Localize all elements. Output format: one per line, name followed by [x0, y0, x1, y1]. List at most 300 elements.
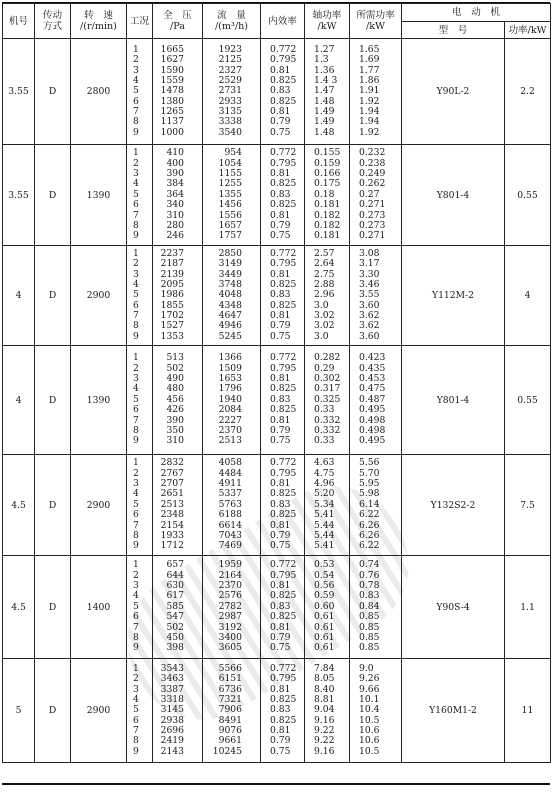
flow-list-value: 3135 — [218, 106, 242, 118]
required-power-list-value: 0.435 — [359, 362, 386, 374]
efficiency-list — [261, 346, 305, 455]
case-list — [127, 455, 153, 556]
pressure-list-value: 400 — [166, 157, 184, 169]
speed-cell: 2900 — [71, 246, 127, 346]
flow-list-value: 3400 — [218, 631, 242, 643]
case-list — [127, 246, 153, 346]
pressure-list-value: 585 — [166, 600, 184, 612]
required-power-list-value: 3.17 — [359, 258, 380, 270]
efficiency-list-value: 0.81 — [270, 683, 291, 695]
flow-list-value: 7043 — [218, 529, 242, 541]
efficiency-list — [261, 659, 305, 763]
shaft-power-list-value: 3.02 — [314, 310, 335, 322]
shaft-power-list — [305, 246, 350, 346]
required-power-list-value: 0.498 — [359, 424, 386, 436]
required-power-list-value: 10.4 — [359, 704, 380, 716]
pressure-list-value: 1933 — [160, 529, 184, 541]
required-power-list-value: 0.273 — [359, 209, 386, 221]
pressure-list-value: 644 — [166, 569, 184, 581]
case-list-value: 1 — [133, 43, 139, 55]
efficiency-list-value: 0.79 — [270, 116, 291, 128]
pressure-list-value: 310 — [166, 435, 184, 447]
pressure-list-value: 2707 — [160, 478, 184, 490]
case-list-value: 2 — [133, 54, 139, 66]
motor-type-cell: Y132S2-2 — [402, 455, 505, 556]
efficiency-list-value: 0.825 — [270, 178, 297, 190]
shaft-power-list-value: 1.27 — [314, 43, 335, 55]
efficiency-list-value: 0.825 — [270, 383, 297, 395]
shaft-power-list-value: 1.49 — [314, 116, 335, 128]
shaft-power-list-value: 1.48 — [314, 95, 335, 107]
header-drive: 传动 方式 — [35, 4, 71, 39]
pressure-list-value: 513 — [166, 352, 184, 364]
efficiency-list-value: 0.825 — [270, 611, 297, 623]
pressure-list-value: 1702 — [160, 310, 184, 322]
flow-list-value: 7321 — [218, 693, 242, 705]
required-power-list — [350, 556, 402, 659]
case-list — [127, 346, 153, 455]
flow-list-value: 1509 — [218, 362, 242, 374]
shaft-power-list-value: 5.41 — [314, 540, 335, 552]
shaft-power-list-value: 0.60 — [314, 600, 335, 612]
shaft-power-list-value: 8.81 — [314, 693, 335, 705]
shaft-power-list-value: 9.16 — [314, 745, 335, 757]
shaft-power-list-value: 0.61 — [314, 642, 335, 654]
shaft-power-list-value: 0.332 — [314, 424, 341, 436]
case-list-value: 5 — [133, 600, 139, 612]
required-power-list-value: 0.232 — [359, 147, 386, 159]
motor-type-cell: Y90S-4 — [402, 556, 505, 659]
required-power-list-value: 1.86 — [359, 74, 380, 86]
flow-list — [203, 246, 261, 346]
efficiency-list-value: 0.772 — [270, 457, 297, 469]
flow-list — [203, 659, 261, 763]
shaft-power-list-value: 0.33 — [314, 404, 335, 416]
efficiency-list-value: 0.772 — [270, 247, 297, 259]
header-flow: 流 量 /(m³/h) — [203, 4, 261, 39]
shaft-power-list-value: 4.96 — [314, 478, 335, 490]
flow-list-value: 5337 — [218, 488, 242, 500]
efficiency-list-value: 0.81 — [270, 519, 291, 531]
motor-type-cell: Y90L-2 — [402, 39, 505, 145]
flow-list — [203, 39, 261, 145]
flow-list-value: 4946 — [218, 320, 242, 332]
shaft-power-list-value: 3.0 — [314, 299, 329, 311]
required-power-list-value: 10.6 — [359, 725, 380, 737]
shaft-power-list-value: 1.4 3 — [314, 74, 338, 86]
efficiency-list-value: 0.795 — [270, 157, 297, 169]
shaft-power-list-value: 2.96 — [314, 289, 335, 301]
motor-power-cell: 4 — [505, 246, 551, 346]
shaft-power-list-value: 0.282 — [314, 352, 341, 364]
shaft-power-list-value: 9.22 — [314, 735, 335, 747]
shaft-power-list-value: 2.64 — [314, 258, 335, 270]
pressure-list-value: 1627 — [160, 54, 184, 66]
shaft-power-list-value: 2.88 — [314, 278, 335, 290]
shaft-power-list-value: 1.47 — [314, 85, 335, 97]
required-power-list-value: 1.94 — [359, 106, 380, 118]
flow-list-value: 954 — [224, 147, 242, 159]
efficiency-list-value: 0.75 — [270, 745, 291, 757]
shaft-power-list-value: 0.325 — [314, 393, 341, 405]
required-power-list-value: 1.92 — [359, 126, 380, 138]
header-shaft-power: 轴功率 /kW — [305, 4, 350, 39]
flow-list-value: 4911 — [218, 478, 242, 490]
efficiency-list-value: 0.795 — [270, 362, 297, 374]
efficiency-list-value: 0.795 — [270, 569, 297, 581]
shaft-power-list-value: 0.181 — [314, 230, 341, 242]
required-power-list-value: 9.66 — [359, 683, 380, 695]
model-cell: 4.5 — [3, 455, 35, 556]
speed-cell: 1390 — [71, 145, 127, 246]
shaft-power-list-value: 4.63 — [314, 457, 335, 469]
flow-list-value: 4348 — [218, 299, 242, 311]
header-required-power: 所需功率 /kW — [350, 4, 402, 39]
pressure-list-value: 384 — [166, 178, 184, 190]
pressure-list-value: 350 — [166, 424, 184, 436]
required-power-list-value: 3.55 — [359, 289, 380, 301]
required-power-list-value: 0.85 — [359, 621, 380, 633]
efficiency-list-value: 0.825 — [270, 693, 297, 705]
efficiency-list-value: 0.772 — [270, 662, 297, 674]
efficiency-list-value: 0.795 — [270, 467, 297, 479]
shaft-power-list-value: 0.332 — [314, 414, 341, 426]
efficiency-list-value: 0.81 — [270, 209, 291, 221]
required-power-list-value: 6.22 — [359, 509, 380, 521]
header-pressure: 全 压 /Pa — [153, 4, 203, 39]
flow-list-value: 3149 — [218, 258, 242, 270]
efficiency-list-value: 0.83 — [270, 704, 291, 716]
pressure-list-value: 3543 — [160, 662, 184, 674]
pressure-list-value: 340 — [166, 199, 184, 211]
case-list-value: 7 — [133, 519, 139, 531]
pressure-list-value: 2237 — [160, 247, 184, 259]
required-power-list-value: 3.46 — [359, 278, 380, 290]
pressure-list-value: 1380 — [160, 95, 184, 107]
required-power-list-value: 5.95 — [359, 478, 380, 490]
required-power-list-value: 9.0 — [359, 662, 374, 674]
flow-list — [203, 556, 261, 659]
pressure-list-value: 502 — [166, 621, 184, 633]
shaft-power-list-value: 0.53 — [314, 559, 335, 571]
case-list-value: 6 — [133, 95, 139, 107]
shaft-power-list-value: 4.75 — [314, 467, 335, 479]
case-list — [127, 39, 153, 145]
case-list-value: 8 — [133, 116, 139, 128]
case-list-value: 1 — [133, 147, 139, 159]
case-list-value: 4 — [133, 590, 139, 602]
flow-list-value: 2370 — [218, 580, 242, 592]
shaft-power-list-value: 5.41 — [314, 509, 335, 521]
pressure-list-value: 2767 — [160, 467, 184, 479]
case-list-value: 7 — [133, 310, 139, 322]
efficiency-list-value: 0.772 — [270, 352, 297, 364]
required-power-list-value: 0.83 — [359, 590, 380, 602]
case-list-value: 8 — [133, 219, 139, 231]
efficiency-list-value: 0.795 — [270, 54, 297, 66]
pressure-list-value: 426 — [166, 404, 184, 416]
shaft-power-list-value: 5.44 — [314, 519, 335, 531]
flow-list-value: 3192 — [218, 621, 242, 633]
pressure-list-value: 3463 — [160, 673, 184, 685]
case-list-value: 4 — [133, 488, 139, 500]
pressure-list-value: 502 — [166, 362, 184, 374]
flow-list-value: 3449 — [218, 268, 242, 280]
shaft-power-list — [305, 39, 350, 145]
required-power-list-value: 3.60 — [359, 299, 380, 311]
flow-list-value: 2327 — [218, 64, 242, 76]
case-list-value: 6 — [133, 509, 139, 521]
pressure-list-value: 1712 — [160, 540, 184, 552]
case-list-value: 7 — [133, 209, 139, 221]
flow-list-value: 10245 — [212, 745, 242, 757]
speed-cell: 1400 — [71, 556, 127, 659]
flow-list-value: 5763 — [218, 498, 242, 510]
shaft-power-list-value: 0.33 — [314, 435, 335, 447]
speed-cell: 1390 — [71, 346, 127, 455]
motor-type-cell: Y801-4 — [402, 346, 505, 455]
pressure-list-value: 2095 — [160, 278, 184, 290]
case-list-value: 3 — [133, 64, 139, 76]
pressure-list-value: 456 — [166, 393, 184, 405]
flow-list-value: 2370 — [218, 424, 242, 436]
pressure-list-value: 1665 — [160, 43, 184, 55]
required-power-list-value: 3.62 — [359, 320, 380, 332]
flow-list-value: 9076 — [218, 725, 242, 737]
pressure-list-value: 390 — [166, 168, 184, 180]
shaft-power-list-value: 8.05 — [314, 673, 335, 685]
case-list-value: 7 — [133, 106, 139, 118]
pressure-list-value: 1559 — [160, 74, 184, 86]
shaft-power-list-value: 9.16 — [314, 714, 335, 726]
fan-performance-table — [2, 3, 551, 763]
case-list-value: 8 — [133, 529, 139, 541]
pressure-list-value: 1478 — [160, 85, 184, 97]
case-list-value: 2 — [133, 362, 139, 374]
pressure-list-value: 3318 — [160, 693, 184, 705]
efficiency-list-value: 0.81 — [270, 373, 291, 385]
efficiency-list-value: 0.83 — [270, 289, 291, 301]
pressure-list-value: 547 — [166, 611, 184, 623]
efficiency-list-value: 0.81 — [270, 268, 291, 280]
flow-list-value: 4484 — [218, 467, 242, 479]
efficiency-list-value: 0.79 — [270, 219, 291, 231]
case-list — [127, 145, 153, 246]
pressure-list-value: 450 — [166, 631, 184, 643]
required-power-list-value: 6.14 — [359, 498, 380, 510]
pressure-list-value: 410 — [166, 147, 184, 159]
shaft-power-list — [305, 145, 350, 246]
flow-list-value: 2125 — [218, 54, 242, 66]
required-power-list-value: 3.08 — [359, 247, 380, 259]
pressure-list-value: 2513 — [160, 498, 184, 510]
efficiency-list — [261, 556, 305, 659]
efficiency-list-value: 0.81 — [270, 725, 291, 737]
case-list-value: 5 — [133, 188, 139, 200]
efficiency-list-value: 0.772 — [270, 559, 297, 571]
case-list-value: 1 — [133, 559, 139, 571]
flow-list-value: 1456 — [218, 199, 242, 211]
case-list-value: 6 — [133, 611, 139, 623]
required-power-list-value: 5.70 — [359, 467, 380, 479]
required-power-list-value: 1.94 — [359, 116, 380, 128]
model-cell: 3.55 — [3, 39, 35, 145]
required-power-list-value: 10.1 — [359, 693, 380, 705]
shaft-power-list-value: 0.166 — [314, 168, 341, 180]
speed-cell: 2900 — [71, 659, 127, 763]
case-list-value: 3 — [133, 168, 139, 180]
efficiency-list-value: 0.825 — [270, 74, 297, 86]
required-power-list-value: 0.85 — [359, 631, 380, 643]
pressure-list — [153, 246, 203, 346]
model-cell: 5 — [3, 659, 35, 763]
flow-list — [203, 455, 261, 556]
shaft-power-list-value: 2.57 — [314, 247, 335, 259]
header-case: 工况 — [127, 4, 153, 39]
required-power-list-value: 9.26 — [359, 673, 380, 685]
shaft-power-list-value: 3.02 — [314, 320, 335, 332]
table-row — [3, 556, 551, 659]
case-list-value: 2 — [133, 467, 139, 479]
shaft-power-list-value: 5.20 — [314, 488, 335, 500]
pressure-list-value: 617 — [166, 590, 184, 602]
case-list-value: 1 — [133, 457, 139, 469]
case-list-value: 3 — [133, 580, 139, 592]
required-power-list-value: 0.423 — [359, 352, 386, 364]
required-power-list — [350, 246, 402, 346]
efficiency-list-value: 0.81 — [270, 414, 291, 426]
flow-list-value: 2084 — [218, 404, 242, 416]
shaft-power-list-value: 0.18 — [314, 188, 335, 200]
efficiency-list-value: 0.81 — [270, 168, 291, 180]
required-power-list-value: 0.498 — [359, 414, 386, 426]
required-power-list — [350, 455, 402, 556]
required-power-list-value: 0.495 — [359, 404, 386, 416]
case-list-value: 6 — [133, 199, 139, 211]
case-list-value: 2 — [133, 157, 139, 169]
case-list-value: 4 — [133, 74, 139, 86]
efficiency-list-value: 0.825 — [270, 278, 297, 290]
flow-list-value: 1959 — [218, 559, 242, 571]
pressure-list-value: 1855 — [160, 299, 184, 311]
shaft-power-list-value: 0.182 — [314, 209, 341, 221]
efficiency-list-value: 0.825 — [270, 299, 297, 311]
case-list-value: 9 — [133, 330, 139, 342]
efficiency-list-value: 0.75 — [270, 435, 291, 447]
required-power-list-value: 3.60 — [359, 330, 380, 342]
header-model: 机号 — [3, 4, 35, 39]
motor-type-cell: Y160M1-2 — [402, 659, 505, 763]
drive-cell: D — [35, 659, 71, 763]
speed-cell: 2900 — [71, 455, 127, 556]
header-motor: 电 动 机 — [402, 4, 551, 22]
shaft-power-list-value: 8.40 — [314, 683, 335, 695]
case-list-value: 4 — [133, 693, 139, 705]
required-power-list-value: 1.77 — [359, 64, 380, 76]
case-list-value: 7 — [133, 414, 139, 426]
efficiency-list-value: 0.79 — [270, 735, 291, 747]
shaft-power-list-value: 0.61 — [314, 631, 335, 643]
efficiency-list-value: 0.83 — [270, 498, 291, 510]
pressure-list — [153, 145, 203, 246]
flow-list-value: 4048 — [218, 289, 242, 301]
case-list-value: 6 — [133, 404, 139, 416]
efficiency-list-value: 0.825 — [270, 488, 297, 500]
efficiency-list-value: 0.825 — [270, 714, 297, 726]
efficiency-list-value: 0.795 — [270, 258, 297, 270]
table-row — [3, 346, 551, 455]
motor-power-cell: 11 — [505, 659, 551, 763]
pressure-list-value: 246 — [166, 230, 184, 242]
required-power-list-value: 0.85 — [359, 642, 380, 654]
efficiency-list — [261, 39, 305, 145]
pressure-list-value: 3145 — [160, 704, 184, 716]
case-list-value: 2 — [133, 258, 139, 270]
flow-list-value: 3540 — [218, 126, 242, 138]
required-power-list-value: 0.262 — [359, 178, 386, 190]
shaft-power-list-value: 1.49 — [314, 106, 335, 118]
efficiency-list-value: 0.79 — [270, 424, 291, 436]
efficiency-list-value: 0.75 — [270, 642, 291, 654]
flow-list-value: 2850 — [218, 247, 242, 259]
shaft-power-list-value: 0.317 — [314, 383, 341, 395]
efficiency-list-value: 0.825 — [270, 404, 297, 416]
pressure-list-value: 2419 — [160, 735, 184, 747]
shaft-power-list-value: 0.181 — [314, 199, 341, 211]
shaft-power-list-value: 0.155 — [314, 147, 341, 159]
case-list-value: 8 — [133, 320, 139, 332]
header-motor-type: 型 号 — [402, 22, 505, 39]
drive-cell: D — [35, 246, 71, 346]
efficiency-list — [261, 246, 305, 346]
shaft-power-list-value: 0.59 — [314, 590, 335, 602]
case-list-value: 9 — [133, 230, 139, 242]
speed-cell: 2800 — [71, 39, 127, 145]
flow-list-value: 7469 — [218, 540, 242, 552]
flow-list-value: 2227 — [218, 414, 242, 426]
table-row — [3, 659, 551, 763]
efficiency-list-value: 0.83 — [270, 393, 291, 405]
pressure-list-value: 657 — [166, 559, 184, 571]
case-list-value: 6 — [133, 714, 139, 726]
case-list-value: 5 — [133, 393, 139, 405]
pressure-list-value: 2938 — [160, 714, 184, 726]
shaft-power-list-value: 0.29 — [314, 362, 335, 374]
case-list-value: 9 — [133, 540, 139, 552]
header-motor-power: 功率/kW — [505, 22, 551, 39]
efficiency-list-value: 0.772 — [270, 147, 297, 159]
efficiency-list-value: 0.825 — [270, 95, 297, 107]
motor-type-cell: Y801-4 — [402, 145, 505, 246]
flow-list-value: 6614 — [218, 519, 242, 531]
required-power-list-value: 10.5 — [359, 745, 380, 757]
shaft-power-list-value: 0.61 — [314, 621, 335, 633]
shaft-power-list-value: 0.56 — [314, 580, 335, 592]
efficiency-list-value: 0.79 — [270, 631, 291, 643]
table-body — [3, 39, 551, 763]
flow-list-value: 8491 — [218, 714, 242, 726]
shaft-power-list — [305, 346, 350, 455]
case-list-value: 7 — [133, 621, 139, 633]
pressure-list-value: 2154 — [160, 519, 184, 531]
shaft-power-list-value: 3.0 — [314, 330, 329, 342]
model-cell: 4.5 — [3, 556, 35, 659]
header-speed: 转 速 /(r/min) — [71, 4, 127, 39]
flow-list-value: 6188 — [218, 509, 242, 521]
required-power-list-value: 3.62 — [359, 310, 380, 322]
motor-power-cell: 2.2 — [505, 39, 551, 145]
flow-list-value: 2529 — [218, 74, 242, 86]
